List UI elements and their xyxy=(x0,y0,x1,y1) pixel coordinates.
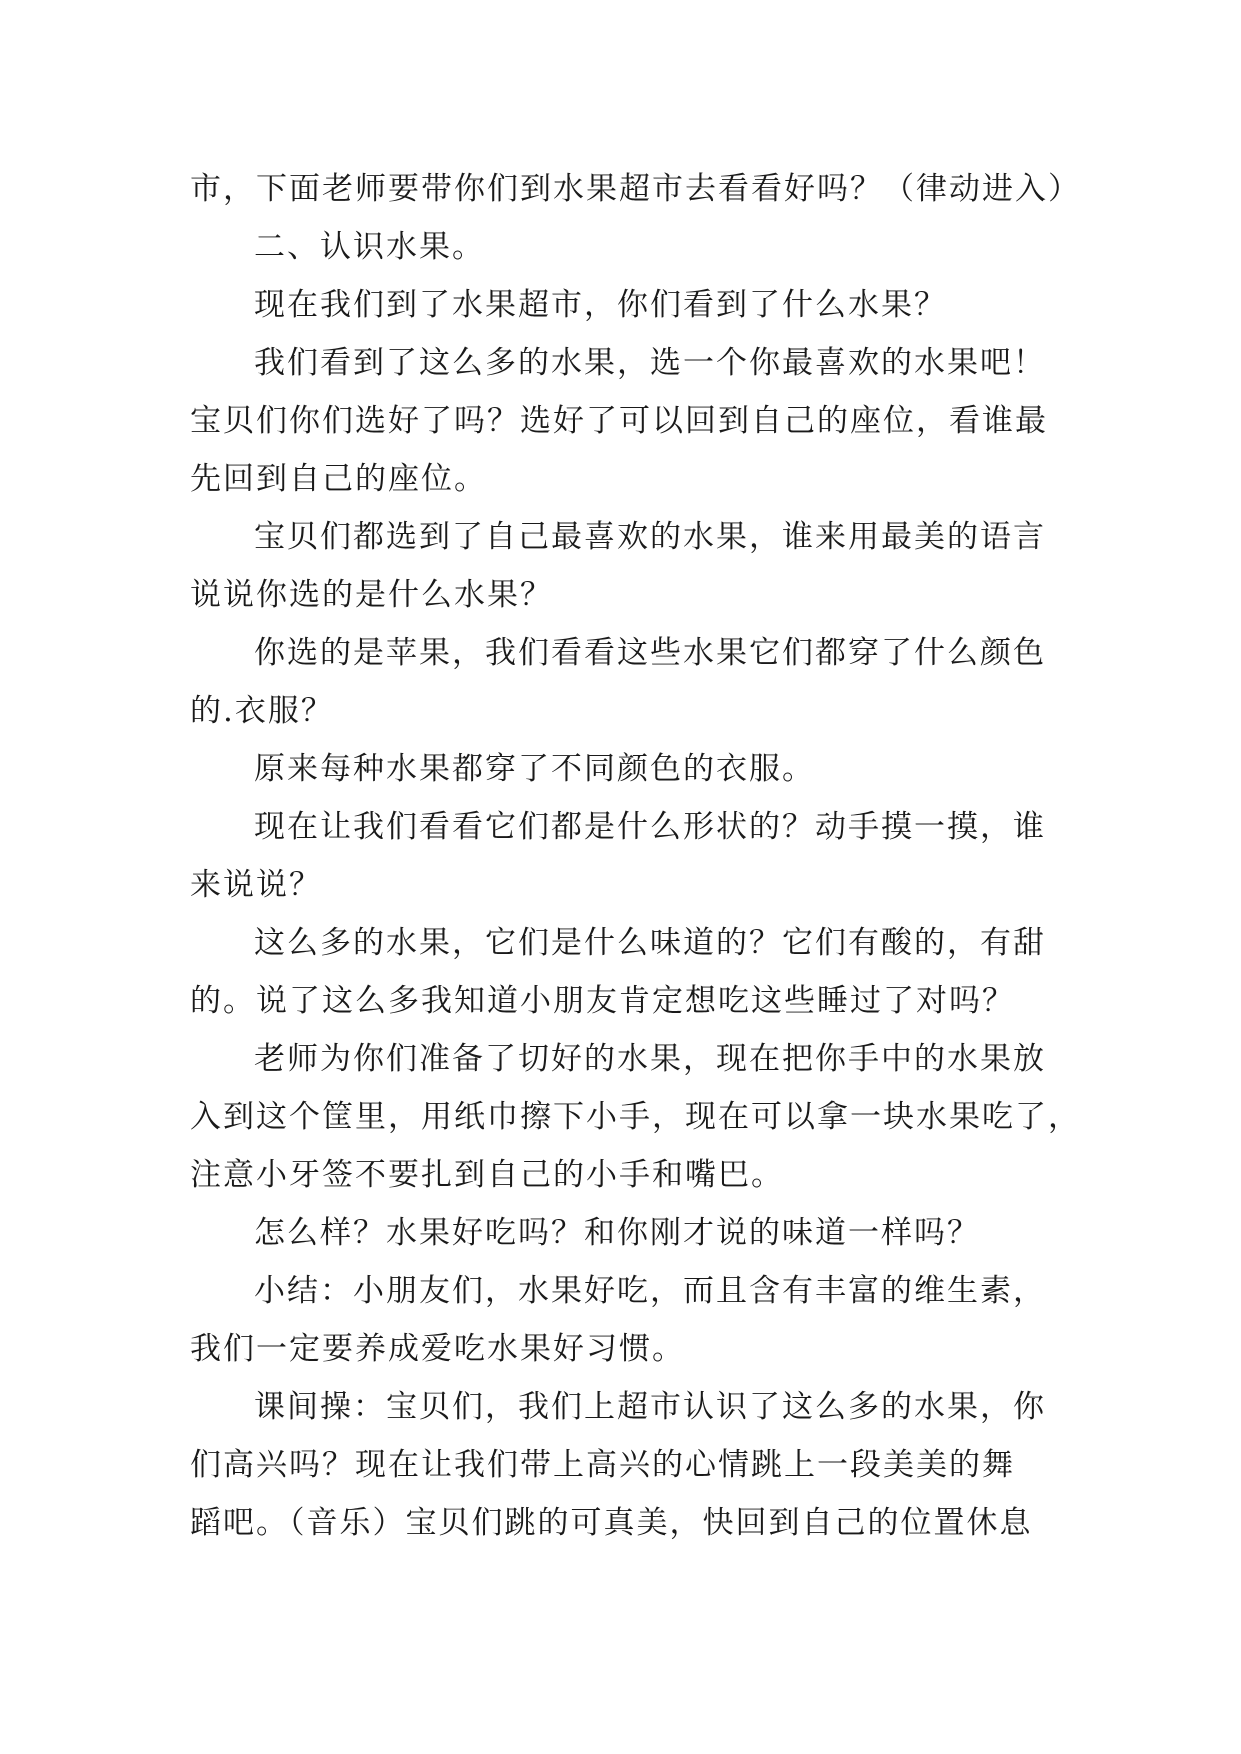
text-line: 我们一定要养成爱吃水果好习惯。 xyxy=(190,1331,685,1367)
text-line: 先回到自己的座位。 xyxy=(190,461,487,497)
text-line: 的。说了这么多我知道小朋友肯定想吃这些睡过了对吗？ xyxy=(190,983,1015,1019)
document-body xyxy=(190,160,1090,1552)
text-line: 蹈吧。（音乐）宝贝们跳的可真美，快回到自己的位置休息 xyxy=(190,1505,1033,1541)
text-line: 你选的是苹果，我们看看这些水果它们都穿了什么颜色 xyxy=(254,635,1046,671)
text-line: 注意小牙签不要扎到自己的小手和嘴巴。 xyxy=(190,1157,784,1193)
text-line: 现在我们到了水果超市，你们看到了什么水果？ xyxy=(254,287,947,323)
text-line: 这么多的水果，它们是什么味道的？它们有酸的，有甜 xyxy=(254,925,1046,961)
text-line: 原来每种水果都穿了不同颜色的衣服。 xyxy=(254,751,815,787)
text-line: 老师为你们准备了切好的水果，现在把你手中的水果放 xyxy=(254,1041,1046,1077)
text-line: 怎么样？水果好吃吗？和你刚才说的味道一样吗？ xyxy=(254,1215,980,1251)
section-heading: 二、认识水果。 xyxy=(254,229,485,265)
text-line: 我们看到了这么多的水果，选一个你最喜欢的水果吧！ xyxy=(254,345,1046,381)
text-line: 们高兴吗？现在让我们带上高兴的心情跳上一段美美的舞 xyxy=(190,1447,1015,1483)
text-line: 宝贝们都选到了自己最喜欢的水果，谁来用最美的语言 xyxy=(254,519,1046,555)
text-line: 入到这个筐里，用纸巾擦下小手，现在可以拿一块水果吃了， xyxy=(190,1099,1081,1135)
text-line: 的.衣服？ xyxy=(190,693,334,729)
text-line: 市，下面老师要带你们到水果超市去看看好吗？（律动进入） xyxy=(190,171,1081,207)
text-line: 来说说？ xyxy=(190,867,322,903)
text-line: 现在让我们看看它们都是什么形状的？动手摸一摸，谁 xyxy=(254,809,1046,845)
text-line: 宝贝们你们选好了吗？选好了可以回到自己的座位，看谁最 xyxy=(190,403,1048,439)
text-line: 说说你选的是什么水果？ xyxy=(190,577,553,613)
text-line: 课间操：宝贝们，我们上超市认识了这么多的水果，你 xyxy=(254,1389,1046,1425)
text-line: 小结：小朋友们，水果好吃，而且含有丰富的维生素， xyxy=(254,1273,1046,1309)
